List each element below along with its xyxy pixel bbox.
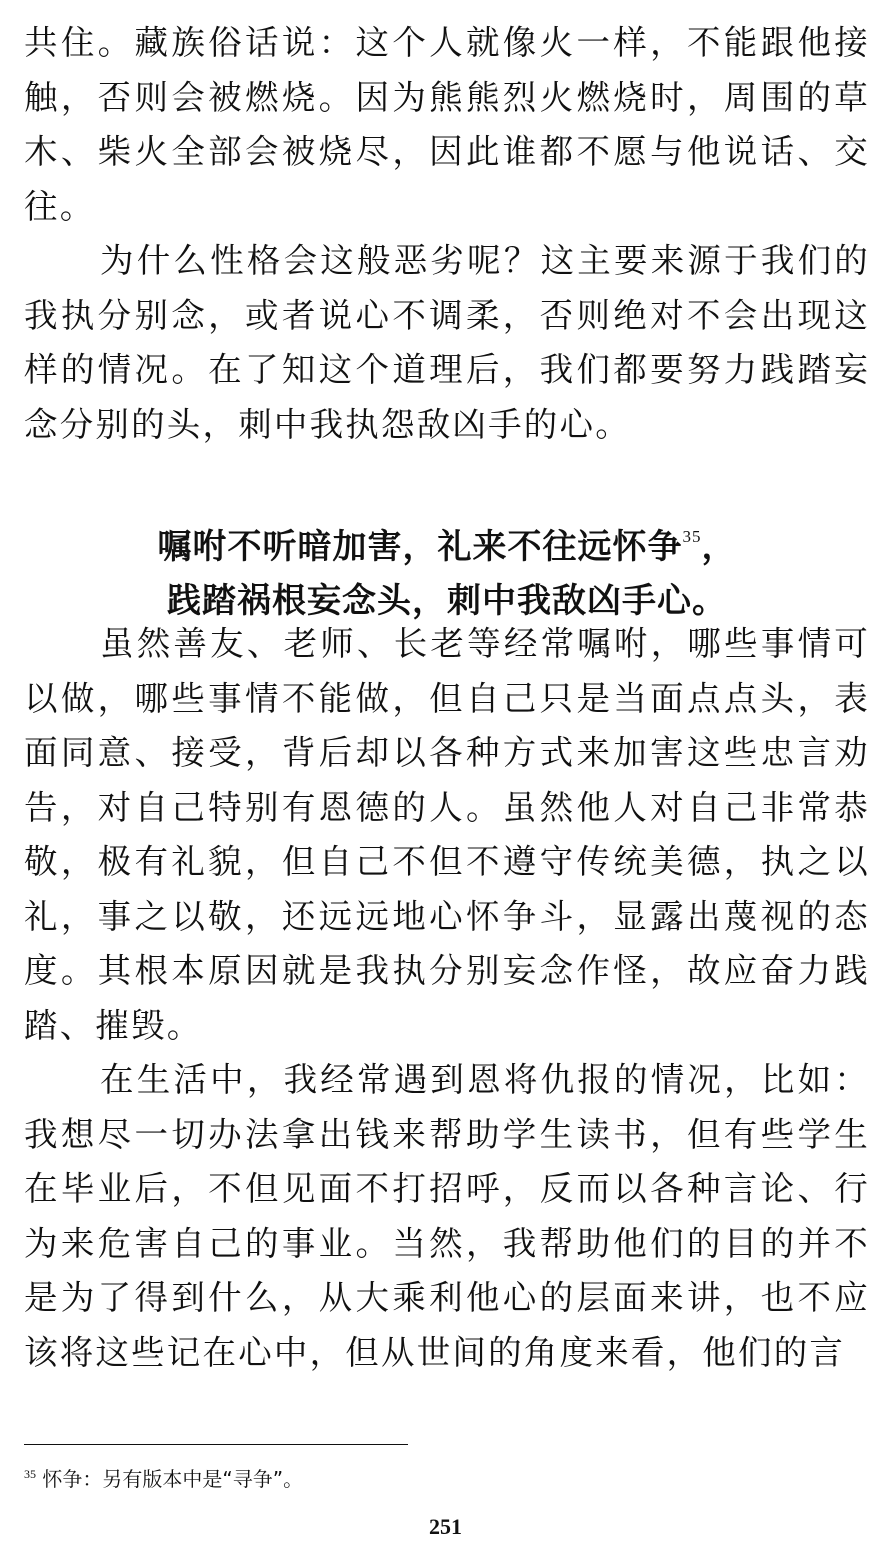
page-number: 251 — [429, 1514, 462, 1539]
paragraph-continued: 共住。藏族俗话说：这个人就像火一样，不能跟他接触，否则会被燃烧。因为熊熊烈火燃烧时，周围的草木、柴火全部会被烧尽，因此谁都不愿与他说话、交往。 — [24, 23, 870, 226]
verse-line-1-punct: ， — [701, 527, 737, 567]
verse-block — [24, 510, 870, 628]
verse-line-2: 践踏祸根妄念头，刺中我敌凶手心。 — [167, 581, 727, 621]
verse-line-1-text: 嘱咐不听暗加害，礼来不往远怀争 — [157, 527, 683, 567]
footnote-text: 怀争：另有版本中是“寻争”。 — [42, 1467, 304, 1491]
footnote-ref: 35 — [682, 527, 702, 546]
footnote — [24, 1460, 303, 1493]
footnote-divider — [24, 1444, 408, 1445]
footnote-number: 35 — [24, 1467, 36, 1481]
verse-line-1 — [24, 510, 870, 574]
text-block-top — [24, 16, 870, 452]
paragraph: 在生活中，我经常遇到恩将仇报的情况，比如：我想尽一切办法拿出钱来帮助学生读书，但有些学生在毕业后，不但见面不打招呼，反而以各种言论、行为来危害自己的事业。当然，我帮助他们的目的并不是为了得到什么，从大乘利他心的层面来讲，也不应该将这些记在心中，但从世间的角度来看，他们的言 — [24, 1060, 870, 1372]
paragraph: 虽然善友、老师、长老等经常嘱咐，哪些事情可以做，哪些事情不能做，但自己只是当面点点头，表面同意、接受，背后却以各种方式来加害这些忠言劝告，对自己特别有恩德的人。虽然他人对自己非常恭敬，极有礼貌，但自己不但不遵守传统美德，执之以礼，事之以敬，还远远地心怀争斗，显露出蔑视的态度。其根本原因就是我执分别妄念作怪，故应奋力践踏、摧毁。 — [24, 624, 870, 1045]
paragraph: 为什么性格会这般恶劣呢？这主要来源于我们的我执分别念，或者说心不调柔，否则绝对不会出现这样的情况。在了知这个道理后，我们都要努力践踏妄念分别的头，刺中我执怨敌凶手的心。 — [24, 241, 870, 444]
text-block-bottom — [24, 617, 870, 1380]
